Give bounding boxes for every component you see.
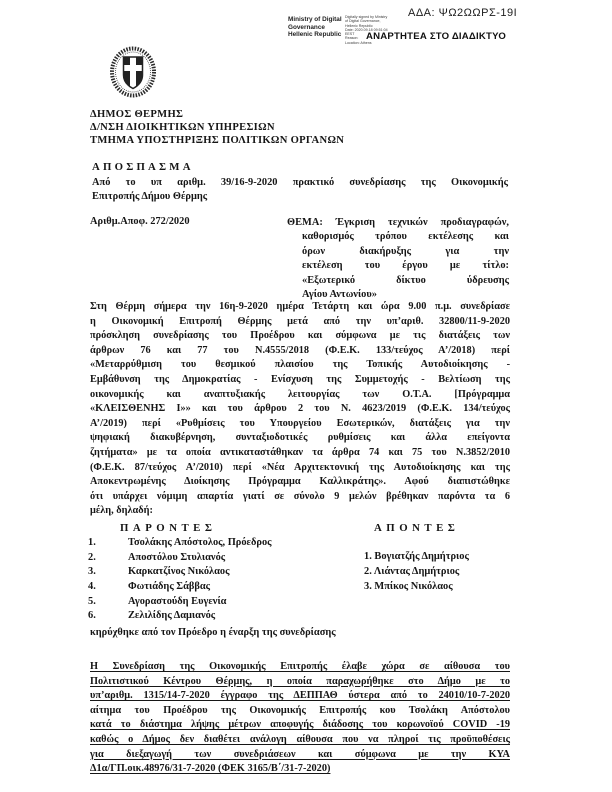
member-number: 3. (88, 566, 96, 578)
member-name: Τσολάκης Απόστολος, Πρόεδρος (128, 537, 272, 548)
absent-member: 1. Βογιατζής Δημήτριος (364, 551, 469, 562)
text-line: άρθρων 76 και 77 του Ν.4555/2018 (Φ.Ε.Κ. 133/τεύχος Α’/2018) περί (90, 344, 510, 356)
member-name: Αγοραστούδη Ευγενία (128, 595, 227, 607)
text-line: Hellenic Republic (288, 31, 342, 39)
present-member-row (88, 565, 272, 580)
present-member-row (88, 551, 272, 566)
member-number: 4. (88, 581, 96, 593)
text-line: Στη Θέρμη σήμερα την 16η-9-2020 ημέρα Τετάρτη και ώρα 9.00 π.μ. συνεδρίασε (90, 301, 510, 312)
text-line: Date: 2020.09.18 09:51:04 (345, 27, 388, 32)
text-line: ΘΕΜΑ: Έγκριση τεχνικών προδιαγραφών, (287, 217, 509, 228)
text-line: «Εξωτερικό δίκτυο ύδρευσης (302, 274, 509, 286)
text-line: η Οικονομική Επιτροπή Θέρμης μετά από την υπ’αριθ. 32800/11-9-2020 (90, 315, 510, 327)
text-line: Από το υπ αριθμ. 39/16-9-2020 πρακτικό συνεδρίασης της Οικονομικής (92, 177, 508, 188)
text-line: Reason: (345, 36, 359, 41)
text-line: of Digital Governance, (345, 19, 381, 24)
absent-member: 2. Λιάντας Δημήτριος (364, 565, 460, 577)
present-member-row (88, 609, 272, 624)
subject-block (287, 216, 509, 302)
absent-list (364, 550, 469, 594)
text-line: για διεξαγωγή των συνεδριάσεων και σύμφωνα με την ΚΥΑ (90, 748, 510, 760)
text-line: ψηφιακή διακυβέρνηση, συνταξιοδοτικές ρυθμίσεις και άλλα επείγοντα (90, 432, 510, 444)
ada-code: ΑΔΑ: ΨΩ2ΩΩΡΣ-19Ι (408, 7, 518, 19)
present-member-row (88, 536, 272, 551)
text-line: αίτημα του Προέδρου της Οικονομικής Επιτροπής κου Τσολάκη Απόστολου (90, 704, 510, 716)
text-line: Digitally signed by Ministry (345, 15, 388, 19)
text-line: Location: Athens (345, 40, 372, 45)
text-line: ζητήματα» με τα οποία αντικαταστάθηκαν τα άρθρα 74 και 75 του Ν.3852/2010 (90, 446, 510, 458)
text-line: Αποκεντρωμένης Διοίκησης Πρόγραμμα Καλλικράτης». Αφού διαπιστώθηκε (90, 476, 510, 488)
text-line: οικονομικής και αναπτυξιακής λειτουργίας των Ο.Τ.Α. [Πρόγραμμα (90, 388, 510, 400)
hellenic-republic-emblem-icon (108, 45, 158, 99)
text-line: εκτέλεση του έργου με τίτλο: (302, 260, 509, 272)
text-line: κατά το διάστημα λήψης μέτρων αποφυγής διάδοσης του κορωνοϊού COVID -19 (90, 719, 510, 731)
text-line: «ΚΛΕΙΣΘΕΝΗΣ Ι»» και του άρθρου 2 του Ν. 4623/2019 (Φ.Ε.Κ. 134/τεύχος (90, 403, 510, 415)
text-line: Η Συνεδρίαση της Οικονομικής Επιτροπής έλαβε χώρα σε αίθουσα του (90, 661, 510, 672)
decision-number: Αριθμ.Αποφ. 272/2020 (90, 216, 190, 227)
member-name: Αποστόλου Στυλιανός (128, 551, 226, 563)
text-line: Επιτροπής Δήμου Θέρμης (92, 191, 208, 203)
text-line: υπ’αριθμ. 1315/14-7-2020 έγγραφο της ΔΕΠΠΑΘ ύστερα από το 24010/10-7-2020 (90, 690, 510, 702)
text-line: πρόσκληση συνεδρίασης του Προέδρου και σύμφωνα με τις διατάξεις των (90, 330, 510, 342)
org-header (90, 108, 344, 148)
declaration-line: κηρύχθηκε από τον Πρόεδρο η έναρξη της συνεδρίασης (90, 627, 336, 638)
member-name: Καρκατζίνος Νικόλαος (128, 566, 230, 578)
member-name: Ζελιλίδης Δαμιανός (128, 610, 216, 622)
member-number: 2. (88, 551, 96, 563)
text-line: καθώς ο Δήμος δεν διαθέτει ανάλογη αίθουσα που να πληροί τις προϋποθέσεις (90, 733, 510, 745)
extract-intro (92, 176, 508, 204)
org-header-line: ΔΗΜΟΣ ΘΕΡΜΗΣ (90, 109, 184, 120)
text-line: όρων διακήρυξης για την (302, 245, 509, 257)
present-member-row (88, 580, 272, 595)
member-number: 5. (88, 595, 96, 607)
text-line: ότι υπάρχει νόμιμη απαρτία γιατί σε σύνολο 9 μελών βρέθηκαν παρόντα τα 6 (90, 490, 510, 502)
present-member-row (88, 595, 272, 610)
text-line: Πολιτιστικού Κέντρου Θέρμης, η οποία παραχωρήθηκε στο Δήμο με το (90, 675, 510, 687)
document-title: ΑΠΟΣΠΑΣΜΑ (92, 161, 194, 173)
text-line: Governance (288, 23, 325, 31)
absent-header: ΑΠΟΝΤΕΣ (374, 522, 460, 534)
text-line: μέλη, δηλαδή: (90, 505, 153, 517)
text-line: Εμβάθυνση της Δημοκρατίας - Ενίσχυση της Συμμετοχής - Βελτίωση της (90, 373, 510, 385)
present-header: ΠΑΡΟΝΤΕΣ (120, 522, 217, 534)
member-name: Φωτιάδης Σάββας (128, 581, 211, 593)
org-header-line: ΤΜΗΜΑ ΥΠΟΣΤΗΡΙΞΗΣ ΠΟΛΙΤΙΚΩΝ ΟΡΓΑΝΩΝ (90, 135, 345, 147)
text-line: EEST (345, 32, 355, 37)
venue-note (90, 660, 510, 777)
text-line: Δ1α/ΓΠ.οικ.48976/31-7-2020 (ΦΕΚ 3165/Β΄/31-7-2020) (90, 763, 331, 775)
text-line: Ministry of Digital (288, 16, 342, 23)
text-line: καθορισμός τρόπου εκτέλεσης και (302, 231, 509, 243)
text-line: «Μεταρρύθμιση του θεσμικού πλαισίου της Τοπικής Αυτοδιοίκησης - (90, 359, 510, 371)
member-number: 6. (88, 610, 96, 622)
text-line: (Φ.Ε.Κ. 87/τεύχος Α’/2010) περί «Νέα Αρχιτεκτονική της Αυτοδιοίκησης και της (90, 461, 510, 473)
text-line: Α’/2019) περί «Ρυθμίσεις του Υπουργείου Εσωτερικών, διατάξεις για την (90, 417, 510, 429)
web-posting-notice: ΑΝΑΡΤΗΤΕΑ ΣΤΟ ΔΙΑΔΙΚΤΥΟ (366, 31, 506, 42)
text-line: Hellenic Republic (345, 23, 373, 28)
absent-member: 3. Μπίκος Νικόλαος (364, 580, 453, 592)
session-paragraph (90, 300, 510, 519)
org-header-line: Δ/ΝΣΗ ΔΙΟΙΚΗΤΙΚΩΝ ΥΠΗΡΕΣΙΩΝ (90, 122, 275, 134)
digital-signature-authority (288, 16, 342, 39)
member-number: 1. (88, 537, 96, 548)
text-line: Αγίου Αντωνίου» (302, 289, 377, 301)
present-list (88, 536, 272, 624)
